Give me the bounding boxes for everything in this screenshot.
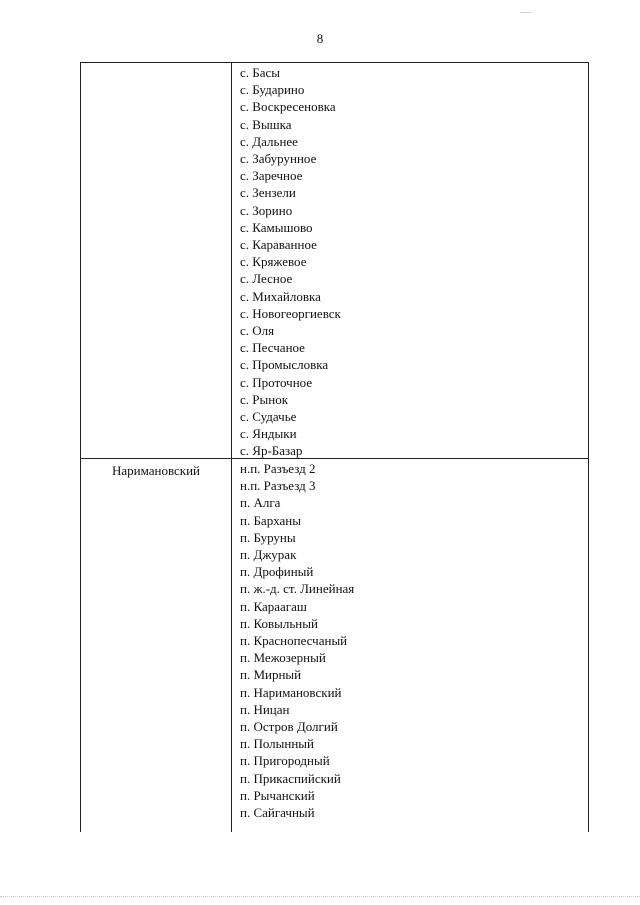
settlement-item: с. Рынок bbox=[240, 391, 289, 407]
settlement-item: с. Лесное bbox=[240, 271, 293, 287]
settlement-item: п. Пригородный bbox=[240, 753, 330, 769]
settlement-item: п. Джурак bbox=[240, 547, 297, 563]
page-number: 8 bbox=[316, 31, 324, 46]
settlement-item: с. Зензели bbox=[240, 185, 296, 201]
scan-mark bbox=[520, 12, 532, 13]
settlement-item: п. Наримановский bbox=[240, 684, 342, 700]
settlement-item: п. Межозерный bbox=[240, 650, 326, 666]
settlement-item: с. Дальнее bbox=[240, 133, 298, 149]
settlement-item: с. Песчаное bbox=[240, 340, 305, 356]
settlement-item: п. Дрофиный bbox=[240, 564, 314, 580]
settlement-list bbox=[240, 460, 354, 821]
settlement-item: п. Полынный bbox=[240, 736, 315, 752]
settlement-item: п. Остров Долгий bbox=[240, 719, 338, 735]
settlement-item: с. Воскресеновка bbox=[240, 99, 336, 115]
settlement-item: с. Михайловка bbox=[240, 288, 321, 304]
settlement-list bbox=[240, 64, 341, 460]
district-name: Наримановский bbox=[111, 463, 201, 478]
settlement-item: с. Яр-Базар bbox=[240, 443, 303, 459]
table-row bbox=[81, 459, 588, 832]
settlement-item: н.п. Разъезд 2 bbox=[240, 461, 316, 476]
settlement-item: н.п. Разъезд 3 bbox=[240, 478, 316, 494]
settlement-item: с. Басы bbox=[240, 65, 281, 80]
table-row bbox=[81, 63, 588, 459]
settlement-item: с. Судачье bbox=[240, 409, 297, 425]
settlement-item: п. Мирный bbox=[240, 667, 302, 683]
settlement-item: с. Оля bbox=[240, 323, 275, 339]
settlement-item: п. Краснопесчаный bbox=[240, 633, 348, 649]
settlement-item: с. Кряжевое bbox=[240, 254, 307, 270]
settlement-item: п. Сайгачный bbox=[240, 805, 315, 821]
settlement-item: п. Барханы bbox=[240, 512, 301, 528]
settlement-item: п. Буруны bbox=[240, 529, 296, 545]
settlement-item: п. Ницан bbox=[240, 701, 290, 717]
settlement-item: п. Рычанский bbox=[240, 787, 315, 803]
settlement-item: п. Алга bbox=[240, 495, 281, 511]
settlement-item: с. Бударино bbox=[240, 82, 305, 98]
settlement-item: п. Ковыльный bbox=[240, 615, 318, 631]
settlement-item: п. Прикаспийский bbox=[240, 770, 341, 786]
settlement-item: с. Яндыки bbox=[240, 426, 297, 442]
settlement-item: с. Караванное bbox=[240, 237, 317, 253]
settlement-item: с. Заречное bbox=[240, 168, 303, 184]
settlement-item: с. Промысловка bbox=[240, 357, 329, 373]
settlement-item: п. ж.-д. ст. Линейная bbox=[240, 581, 355, 597]
settlement-item: с. Новогеоргиевск bbox=[240, 305, 341, 321]
settlement-item: с. Забурунное bbox=[240, 151, 317, 167]
settlements-table bbox=[80, 62, 589, 832]
settlement-item: с. Проточное bbox=[240, 374, 313, 390]
scan-edge bbox=[0, 896, 640, 898]
settlement-item: с. Вышка bbox=[240, 116, 292, 132]
settlement-item: п. Караагаш bbox=[240, 598, 307, 614]
settlement-item: с. Камышово bbox=[240, 219, 313, 235]
settlement-item: с. Зорино bbox=[240, 202, 293, 218]
